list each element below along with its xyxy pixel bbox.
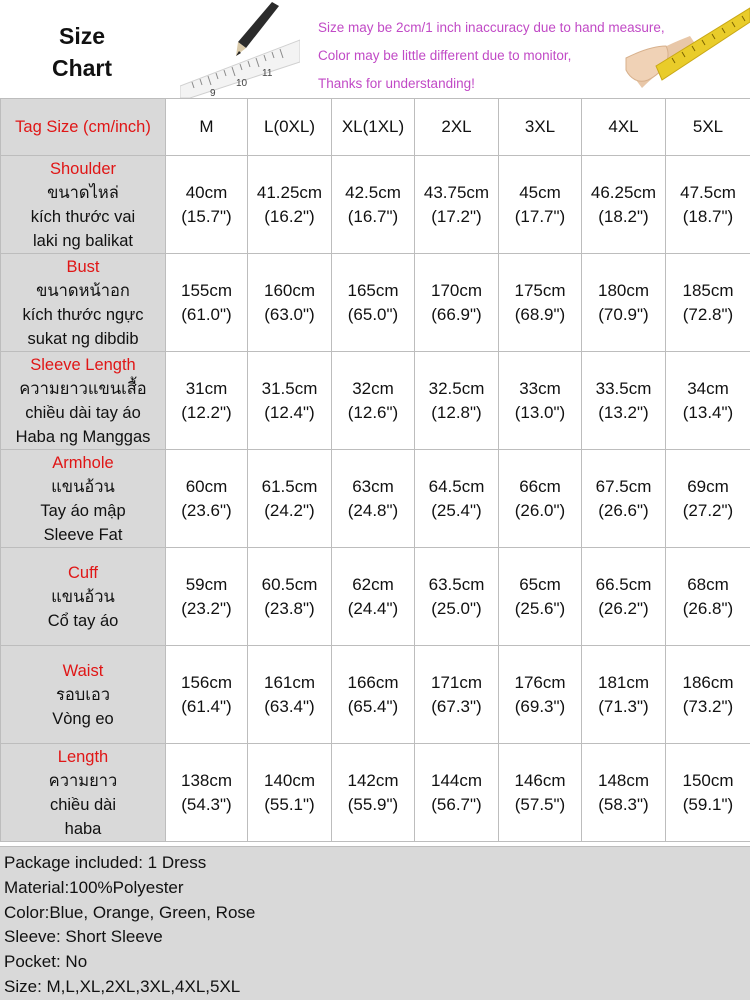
- value-cm: 60.5cm: [261, 574, 318, 594]
- table-cell: [582, 156, 666, 254]
- value-cm: 171cm: [430, 672, 483, 692]
- value-cm: 186cm: [682, 672, 734, 692]
- label-vietnamese: chiều dài: [49, 795, 117, 814]
- value-inch: (63.0"): [264, 304, 315, 324]
- value-cm: 176cm: [514, 672, 566, 692]
- value-inch: (16.2"): [264, 206, 315, 226]
- value-cm: 43.75cm: [423, 182, 490, 202]
- value-cm: 31cm: [185, 378, 228, 398]
- label-english: Length: [57, 747, 109, 766]
- value-inch: (13.2"): [598, 402, 649, 422]
- value-cm: 156cm: [180, 672, 233, 692]
- value-cm: 175cm: [514, 280, 566, 300]
- sleeve-type: Sleeve: Short Sleeve: [4, 927, 163, 947]
- label-filipino: laki ng balikat: [33, 231, 133, 250]
- value-inch: (12.6"): [347, 402, 399, 422]
- table-cell: [666, 352, 750, 450]
- table-cell: [415, 450, 499, 548]
- value-cm: 165cm: [347, 280, 399, 300]
- label-thai: ขนาดไหล่: [47, 183, 119, 202]
- table-cell: [415, 744, 499, 842]
- value-inch: (26.6"): [598, 500, 649, 520]
- value-inch: (73.2"): [682, 696, 734, 716]
- value-cm: 67.5cm: [595, 476, 652, 496]
- table-cell: [166, 352, 248, 450]
- measuring-tape-hand-icon: [620, 0, 750, 98]
- value-cm: 148cm: [597, 770, 650, 790]
- value-inch: (66.9"): [431, 304, 482, 324]
- table-cell: [248, 646, 332, 744]
- value-cm: 180cm: [597, 280, 650, 300]
- value-inch: (61.0"): [181, 304, 232, 324]
- value-cm: 63cm: [352, 476, 394, 496]
- value-inch: (23.8"): [264, 598, 315, 618]
- value-cm: 160cm: [263, 280, 316, 300]
- size-header-l: L(0XL): [248, 99, 332, 156]
- value-inch: (15.7"): [181, 206, 232, 226]
- color-options: Color:Blue, Orange, Green, Rose: [4, 902, 256, 922]
- size-table: [0, 98, 750, 842]
- material: Material:100%Polyester: [4, 877, 184, 897]
- value-inch: (23.6"): [181, 500, 232, 520]
- value-inch: (56.7"): [431, 794, 482, 814]
- value-cm: 142cm: [347, 770, 399, 790]
- table-row-length: [1, 744, 750, 842]
- title-line-2: Chart: [51, 55, 113, 81]
- size-header-m: M: [166, 99, 248, 156]
- value-cm: 32.5cm: [428, 378, 485, 398]
- table-cell: [666, 548, 750, 646]
- table-row-armhole: [1, 450, 750, 548]
- table-row-bust: [1, 254, 750, 352]
- table-cell: [415, 254, 499, 352]
- label-english: Waist: [62, 661, 104, 680]
- value-cm: 34cm: [687, 378, 729, 398]
- table-row-cuff: [1, 548, 750, 646]
- label-filipino: haba: [64, 819, 102, 838]
- label-english: Sleeve Length: [30, 355, 136, 374]
- value-inch: (25.6"): [514, 598, 566, 618]
- ruler-number-11: 11: [262, 68, 273, 79]
- table-cell: [666, 156, 750, 254]
- label-thai: ความยาวแขนเสื้อ: [19, 379, 147, 398]
- label-filipino: Haba ng Manggas: [15, 427, 151, 446]
- value-cm: 45cm: [519, 182, 561, 202]
- size-options: Size: M,L,XL,2XL,3XL,4XL,5XL: [4, 976, 241, 996]
- value-cm: 170cm: [430, 280, 483, 300]
- table-cell: [166, 646, 248, 744]
- value-cm: 61.5cm: [261, 476, 318, 496]
- table-cell: [415, 548, 499, 646]
- value-inch: (26.0"): [514, 500, 566, 520]
- value-inch: (54.3"): [181, 794, 232, 814]
- row-label-sleeve-length: [1, 352, 166, 450]
- table-cell: [666, 744, 750, 842]
- table-cell: [166, 156, 248, 254]
- value-cm: 140cm: [263, 770, 316, 790]
- value-cm: 46.25cm: [590, 182, 657, 202]
- value-cm: 68cm: [687, 574, 729, 594]
- label-english: Armhole: [52, 453, 114, 472]
- value-cm: 161cm: [263, 672, 316, 692]
- size-header-row: [1, 99, 750, 156]
- measurement-notes: [318, 14, 665, 98]
- value-inch: (17.7"): [514, 206, 566, 226]
- value-cm: 185cm: [682, 280, 734, 300]
- value-cm: 32cm: [352, 378, 394, 398]
- table-cell: [332, 450, 415, 548]
- table-row-shoulder: [1, 156, 750, 254]
- tag-size-header: Tag Size (cm/inch): [1, 99, 166, 156]
- value-inch: (61.4"): [181, 696, 232, 716]
- size-header-xl: XL(1XL): [332, 99, 415, 156]
- value-cm: 41.25cm: [256, 182, 323, 202]
- label-vietnamese: chiều dài tay áo: [25, 403, 141, 422]
- value-cm: 150cm: [682, 770, 734, 790]
- label-filipino: sukat ng dibdib: [27, 329, 139, 348]
- row-label-armhole: [1, 450, 166, 548]
- table-cell: [332, 352, 415, 450]
- label-thai: ขนาดหน้าอก: [36, 281, 130, 300]
- value-inch: (70.9"): [598, 304, 649, 324]
- table-cell: [582, 548, 666, 646]
- table-cell: [499, 254, 582, 352]
- value-cm: 65cm: [519, 574, 561, 594]
- value-inch: (57.5"): [514, 794, 566, 814]
- size-header-4xl: 4XL: [582, 99, 666, 156]
- value-inch: (67.3"): [431, 696, 482, 716]
- value-inch: (12.4"): [264, 402, 315, 422]
- label-vietnamese: kích thước ngực: [22, 305, 144, 324]
- table-cell: [166, 254, 248, 352]
- table-cell: [666, 646, 750, 744]
- row-label-length: [1, 744, 166, 842]
- table-cell: [582, 646, 666, 744]
- table-cell: [499, 450, 582, 548]
- table-cell: [248, 744, 332, 842]
- value-inch: (69.3"): [514, 696, 566, 716]
- value-inch: (27.2"): [682, 500, 734, 520]
- table-cell: [415, 156, 499, 254]
- value-cm: 69cm: [687, 476, 729, 496]
- table-cell: [582, 744, 666, 842]
- value-cm: 59cm: [185, 574, 228, 594]
- table-cell: [415, 352, 499, 450]
- value-inch: (65.4"): [347, 696, 399, 716]
- table-cell: [582, 450, 666, 548]
- table-cell: [332, 744, 415, 842]
- table-cell: [499, 744, 582, 842]
- table-cell: [166, 548, 248, 646]
- table-cell: [582, 254, 666, 352]
- value-inch: (24.2"): [264, 500, 315, 520]
- value-inch: (65.0"): [347, 304, 399, 324]
- table-row-sleeve-length: [1, 352, 750, 450]
- table-cell: [332, 646, 415, 744]
- label-thai: ความยาว: [48, 771, 118, 790]
- label-vietnamese: Tay áo mập: [40, 501, 126, 520]
- table-cell: [499, 548, 582, 646]
- value-inch: (25.0"): [431, 598, 482, 618]
- product-details: [0, 846, 750, 1000]
- value-inch: (18.7"): [682, 206, 734, 226]
- table-cell: [666, 254, 750, 352]
- table-cell: [582, 352, 666, 450]
- value-cm: 181cm: [597, 672, 650, 692]
- value-cm: 138cm: [180, 770, 233, 790]
- value-cm: 64.5cm: [428, 476, 485, 496]
- table-cell: [415, 646, 499, 744]
- value-inch: (55.1"): [264, 794, 315, 814]
- value-cm: 33cm: [519, 378, 561, 398]
- pencil-ruler-icon: [180, 0, 300, 98]
- table-cell: [332, 548, 415, 646]
- row-label-bust: [1, 254, 166, 352]
- size-chart-title: [40, 20, 124, 84]
- value-inch: (25.4"): [431, 500, 482, 520]
- label-vietnamese: Vòng eo: [52, 709, 114, 728]
- value-inch: (59.1"): [682, 794, 734, 814]
- table-cell: [499, 646, 582, 744]
- value-inch: (26.8"): [682, 598, 734, 618]
- value-inch: (12.2"): [181, 402, 232, 422]
- table-cell: [332, 156, 415, 254]
- note-line-1: Size may be 2cm/1 inch inaccuracy due to hand measure,: [318, 20, 665, 35]
- value-inch: (58.3"): [598, 794, 649, 814]
- value-cm: 62cm: [352, 574, 394, 594]
- label-thai: แขนอ้วน: [51, 587, 115, 606]
- value-inch: (55.9"): [347, 794, 399, 814]
- value-cm: 47.5cm: [680, 182, 736, 202]
- table-cell: [248, 156, 332, 254]
- value-inch: (13.0"): [514, 402, 566, 422]
- table-cell: [248, 352, 332, 450]
- label-vietnamese: Cổ tay áo: [47, 611, 119, 630]
- value-cm: 42.5cm: [345, 182, 401, 202]
- ruler-number-9: 9: [210, 88, 216, 98]
- value-inch: (71.3"): [598, 696, 649, 716]
- value-cm: 155cm: [180, 280, 233, 300]
- value-cm: 31.5cm: [261, 378, 318, 398]
- row-label-shoulder: [1, 156, 166, 254]
- row-label-waist: [1, 646, 166, 744]
- chart-header: [0, 0, 750, 99]
- value-cm: 60cm: [185, 476, 228, 496]
- table-cell: [166, 744, 248, 842]
- value-cm: 40cm: [185, 182, 228, 202]
- value-inch: (72.8"): [682, 304, 734, 324]
- value-inch: (13.4"): [682, 402, 734, 422]
- value-inch: (68.9"): [514, 304, 566, 324]
- label-english: Bust: [66, 257, 100, 276]
- row-label-cuff: [1, 548, 166, 646]
- table-cell: [248, 450, 332, 548]
- title-line-1: Size: [58, 23, 106, 49]
- pocket-info: Pocket: No: [4, 952, 88, 972]
- table-cell: [248, 548, 332, 646]
- label-english: Cuff: [68, 563, 98, 582]
- value-inch: (16.7"): [347, 206, 399, 226]
- value-inch: (18.2"): [598, 206, 649, 226]
- value-cm: 33.5cm: [595, 378, 652, 398]
- label-thai: แขนอ้วน: [51, 477, 115, 496]
- package-included: Package included: 1 Dress: [4, 853, 207, 872]
- value-inch: (24.4"): [347, 598, 399, 618]
- note-line-3: Thanks for understanding!: [318, 76, 475, 91]
- value-cm: 146cm: [514, 770, 566, 790]
- value-cm: 66.5cm: [595, 574, 652, 594]
- label-english-alt: Sleeve Fat: [43, 525, 123, 544]
- value-cm: 66cm: [519, 476, 561, 496]
- label-english: Shoulder: [49, 159, 117, 178]
- value-inch: (23.2"): [181, 598, 232, 618]
- value-inch: (12.8"): [431, 402, 482, 422]
- table-cell: [666, 450, 750, 548]
- table-cell: [248, 254, 332, 352]
- value-inch: (24.8"): [347, 500, 399, 520]
- table-cell: [332, 254, 415, 352]
- table-cell: [499, 352, 582, 450]
- table-cell: [499, 156, 582, 254]
- value-inch: (17.2"): [431, 206, 482, 226]
- ruler-number-10: 10: [236, 78, 248, 89]
- label-thai: รอบเอว: [55, 685, 111, 704]
- value-inch: (63.4"): [264, 696, 315, 716]
- value-inch: (26.2"): [598, 598, 649, 618]
- table-row-waist: [1, 646, 750, 744]
- value-cm: 166cm: [347, 672, 399, 692]
- size-header-3xl: 3XL: [499, 99, 582, 156]
- size-header-2xl: 2XL: [415, 99, 499, 156]
- size-header-5xl: 5XL: [666, 99, 750, 156]
- label-vietnamese: kích thước vai: [30, 207, 136, 226]
- value-cm: 144cm: [430, 770, 483, 790]
- note-line-2: Color may be little different due to monitor,: [318, 48, 572, 63]
- table-cell: [166, 450, 248, 548]
- value-cm: 63.5cm: [428, 574, 485, 594]
